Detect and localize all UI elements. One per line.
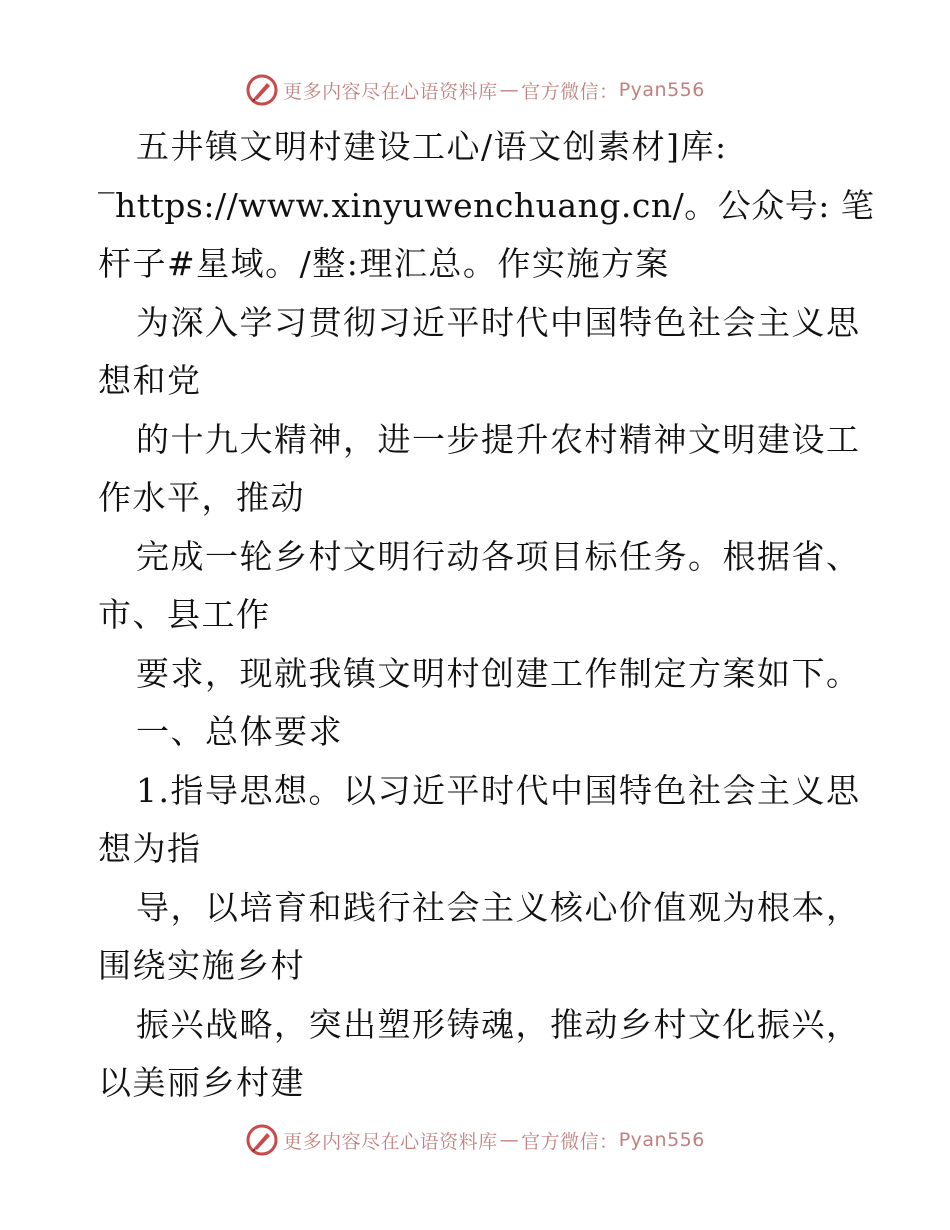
text-line: 市、县工作 (98, 595, 271, 634)
footer-banner (0, 1120, 950, 1160)
document-body (98, 118, 875, 1113)
pen-seal-icon (245, 73, 279, 107)
text-line: 想为指 (98, 829, 202, 868)
text-line: 作水平，推动 (98, 478, 305, 517)
header-banner (0, 70, 950, 110)
banner-text: 更多内容尽在心语资料库 (283, 1130, 498, 1153)
text-line: 围绕实施乡村 (98, 946, 305, 985)
text-line: 要求，现就我镇文明村创建工作制定方案如下。 (136, 653, 861, 693)
text-line: 以美丽乡村建 (98, 1063, 305, 1102)
text-line: 的十九大精神，进一步提升农村精神文明建设工 (136, 419, 861, 459)
text-line: 导，以培育和践行社会主义核心价值观为根本， (136, 887, 861, 927)
banner-separator: — (499, 79, 520, 101)
banner-wechat-label: 官方微信： (521, 80, 619, 103)
banner-wechat-id: Pyan556 (618, 79, 705, 101)
banner-text: 更多内容尽在心语资料库 (283, 80, 498, 103)
text-line: 为深入学习贯彻习近平时代中国特色社会主义思 (136, 302, 861, 342)
text-line: 想和党 (98, 361, 202, 400)
text-line-url: ‾https://www.xinyuwenchuang.cn/。公众号: 笔 (98, 185, 875, 225)
text-line: 完成一轮乡村文明行动各项目标任务。根据省、 (136, 536, 861, 576)
pen-seal-icon (245, 1123, 279, 1157)
text-line: 杆子#星域。/整:理汇总。作实施方案 (98, 244, 670, 283)
section-heading: 一、总体要求 (136, 712, 343, 751)
banner-wechat-id: Pyan556 (618, 1129, 705, 1151)
banner-separator: — (499, 1129, 520, 1151)
banner-wechat-label: 官方微信： (521, 1130, 619, 1153)
text-line: 1.指导思想。以习近平时代中国特色社会主义思 (136, 770, 861, 810)
text-line: 振兴战略，突出塑形铸魂，推动乡村文化振兴， (136, 1004, 861, 1044)
text-line: 五井镇文明村建设工心/语文创素材]库: (136, 127, 728, 166)
